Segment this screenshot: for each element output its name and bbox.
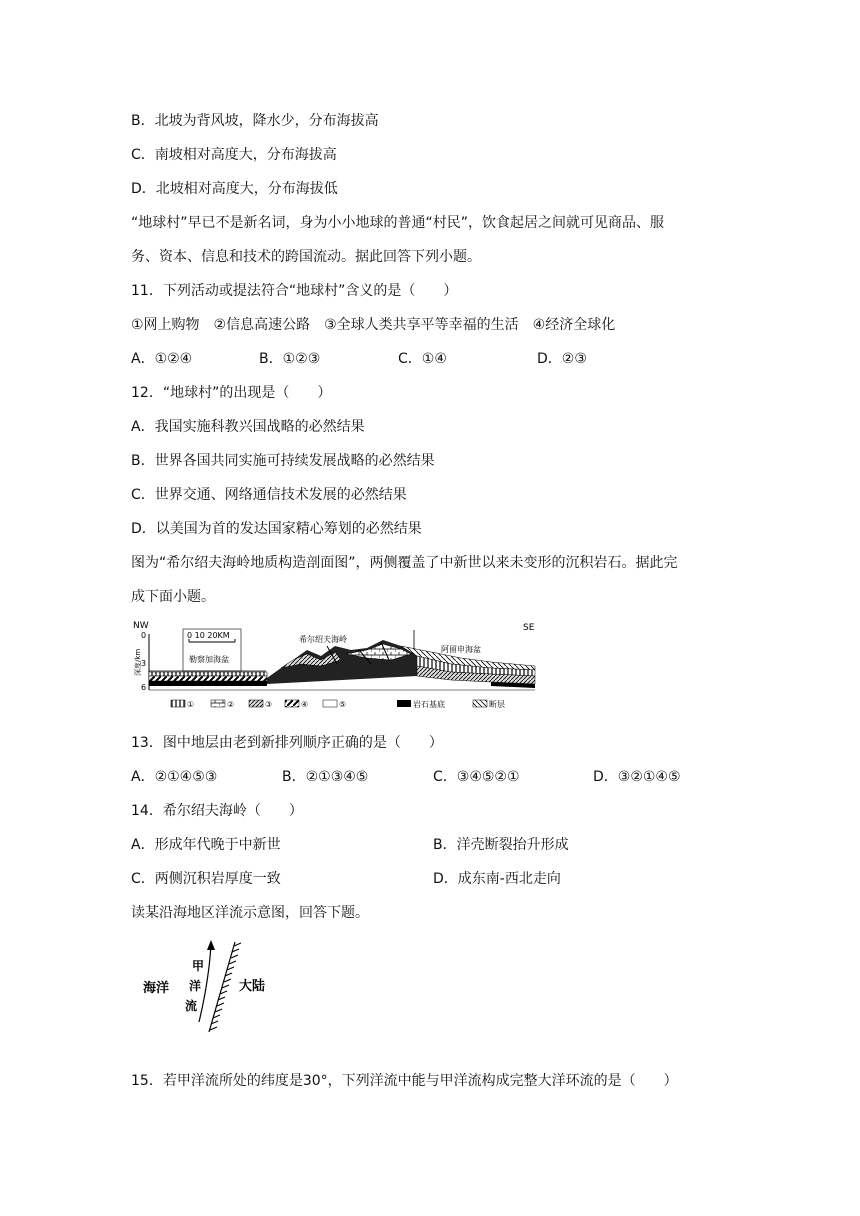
q14-option-b: B．洋壳断裂抬升形成 (433, 837, 569, 853)
q11-stem: 11．下列活动或提法符合“地球村”含义的是（ ） (131, 283, 458, 299)
ridge-profile-figure (131, 616, 543, 716)
legend-5: ⑤ (339, 700, 347, 709)
legend-4: ④ (301, 700, 309, 709)
q13-option-d: D．③②①④⑤ (593, 769, 681, 785)
q12-stem: 12．“地球村”的出现是（ ） (131, 385, 332, 401)
q11-option-c: C．①④ (398, 351, 447, 367)
right-basin-label: 阿留申海盆 (441, 645, 481, 654)
depth-tick-3: 3 (141, 659, 147, 668)
ridge-label: 希尔绍夫海岭 (299, 635, 347, 644)
profile-se-label: SE (523, 623, 535, 633)
q12-option-a: A．我国实施科教兴国战略的必然结果 (131, 419, 365, 435)
q11-option-b: B．①②③ (259, 351, 321, 367)
q13-option-b: B．②①③④⑤ (282, 769, 369, 785)
land-label: 大陆 (239, 979, 266, 994)
current-char-2: 洋 (189, 979, 202, 993)
q13-stem: 13．图中地层由老到新排列顺序正确的是（ ） (131, 735, 443, 751)
ridge-intro-line1: 图为“希尔绍夫海岭地质构造剖面图”，两侧覆盖了中新世以来未变形的沉积岩石。据此完 (131, 555, 678, 571)
q11-option-a: A．①②④ (131, 351, 193, 367)
q14-option-c: C．两侧沉积岩厚度一致 (131, 871, 281, 887)
legend-1: ① (187, 700, 195, 709)
ridge-intro-line2: 成下面小题。 (131, 589, 215, 605)
q10-option-d: D．北坡相对高度大，分布海拔低 (131, 181, 338, 197)
depth-tick-6: 6 (141, 683, 147, 692)
q14-stem: 14．希尔绍夫海岭（ ） (131, 803, 303, 819)
ocean-label: 海洋 (143, 981, 170, 996)
current-intro: 读某沿海地区洋流示意图，回答下题。 (131, 905, 369, 921)
legend-2: ② (227, 700, 235, 709)
legend-rock-base: 岩石基底 (413, 700, 445, 709)
global-village-intro-line1: “地球村”早已不是新名词，身为小小地球的普通“村民”，饮食起居之间就可见商品、服 (131, 215, 665, 231)
ocean-current-figure (131, 930, 281, 1040)
legend-3: ③ (265, 700, 273, 709)
q13-option-c: C．③④⑤②① (433, 769, 520, 785)
q12-option-b: B．世界各国共同实施可持续发展战略的必然结果 (131, 453, 435, 469)
q12-option-d: D．以美国为首的发达国家精心筹划的必然结果 (131, 521, 422, 537)
q11-option-d: D．②③ (537, 351, 587, 367)
depth-tick-0: 0 (141, 631, 147, 640)
q13-option-a: A．②①④⑤③ (131, 769, 218, 785)
q14-option-a: A．形成年代晚于中新世 (131, 837, 281, 853)
scale-label: 0 10 20KM (187, 631, 230, 640)
q10-option-c: C．南坡相对高度大，分布海拔高 (131, 147, 337, 163)
legend-fault: 断层 (489, 700, 505, 709)
q14-option-d: D．成东南-西北走向 (433, 871, 561, 887)
q15-stem: 15．若甲洋流所处的纬度是30°，下列洋流中能与甲洋流构成完整大洋环流的是（ ） (131, 1073, 678, 1089)
profile-nw-label: NW (133, 621, 149, 631)
coastline (209, 942, 235, 1032)
q10-option-b: B．北坡为背风坡，降水少，分布海拔高 (131, 113, 379, 129)
global-village-intro-line2: 务、资本、信息和技术的跨国流动。据此回答下列小题。 (131, 249, 481, 265)
left-basin-label: 勒察加海盆 (189, 655, 229, 664)
current-char-1: 甲 (192, 959, 205, 973)
depth-axis-label: 深度/km (134, 648, 142, 676)
q11-items: ①网上购物 ②信息高速公路 ③全球人类共享平等幸福的生活 ④经济全球化 (131, 317, 616, 333)
q12-option-c: C．世界交通、网络通信技术发展的必然结果 (131, 487, 407, 503)
current-char-3: 流 (185, 999, 198, 1013)
